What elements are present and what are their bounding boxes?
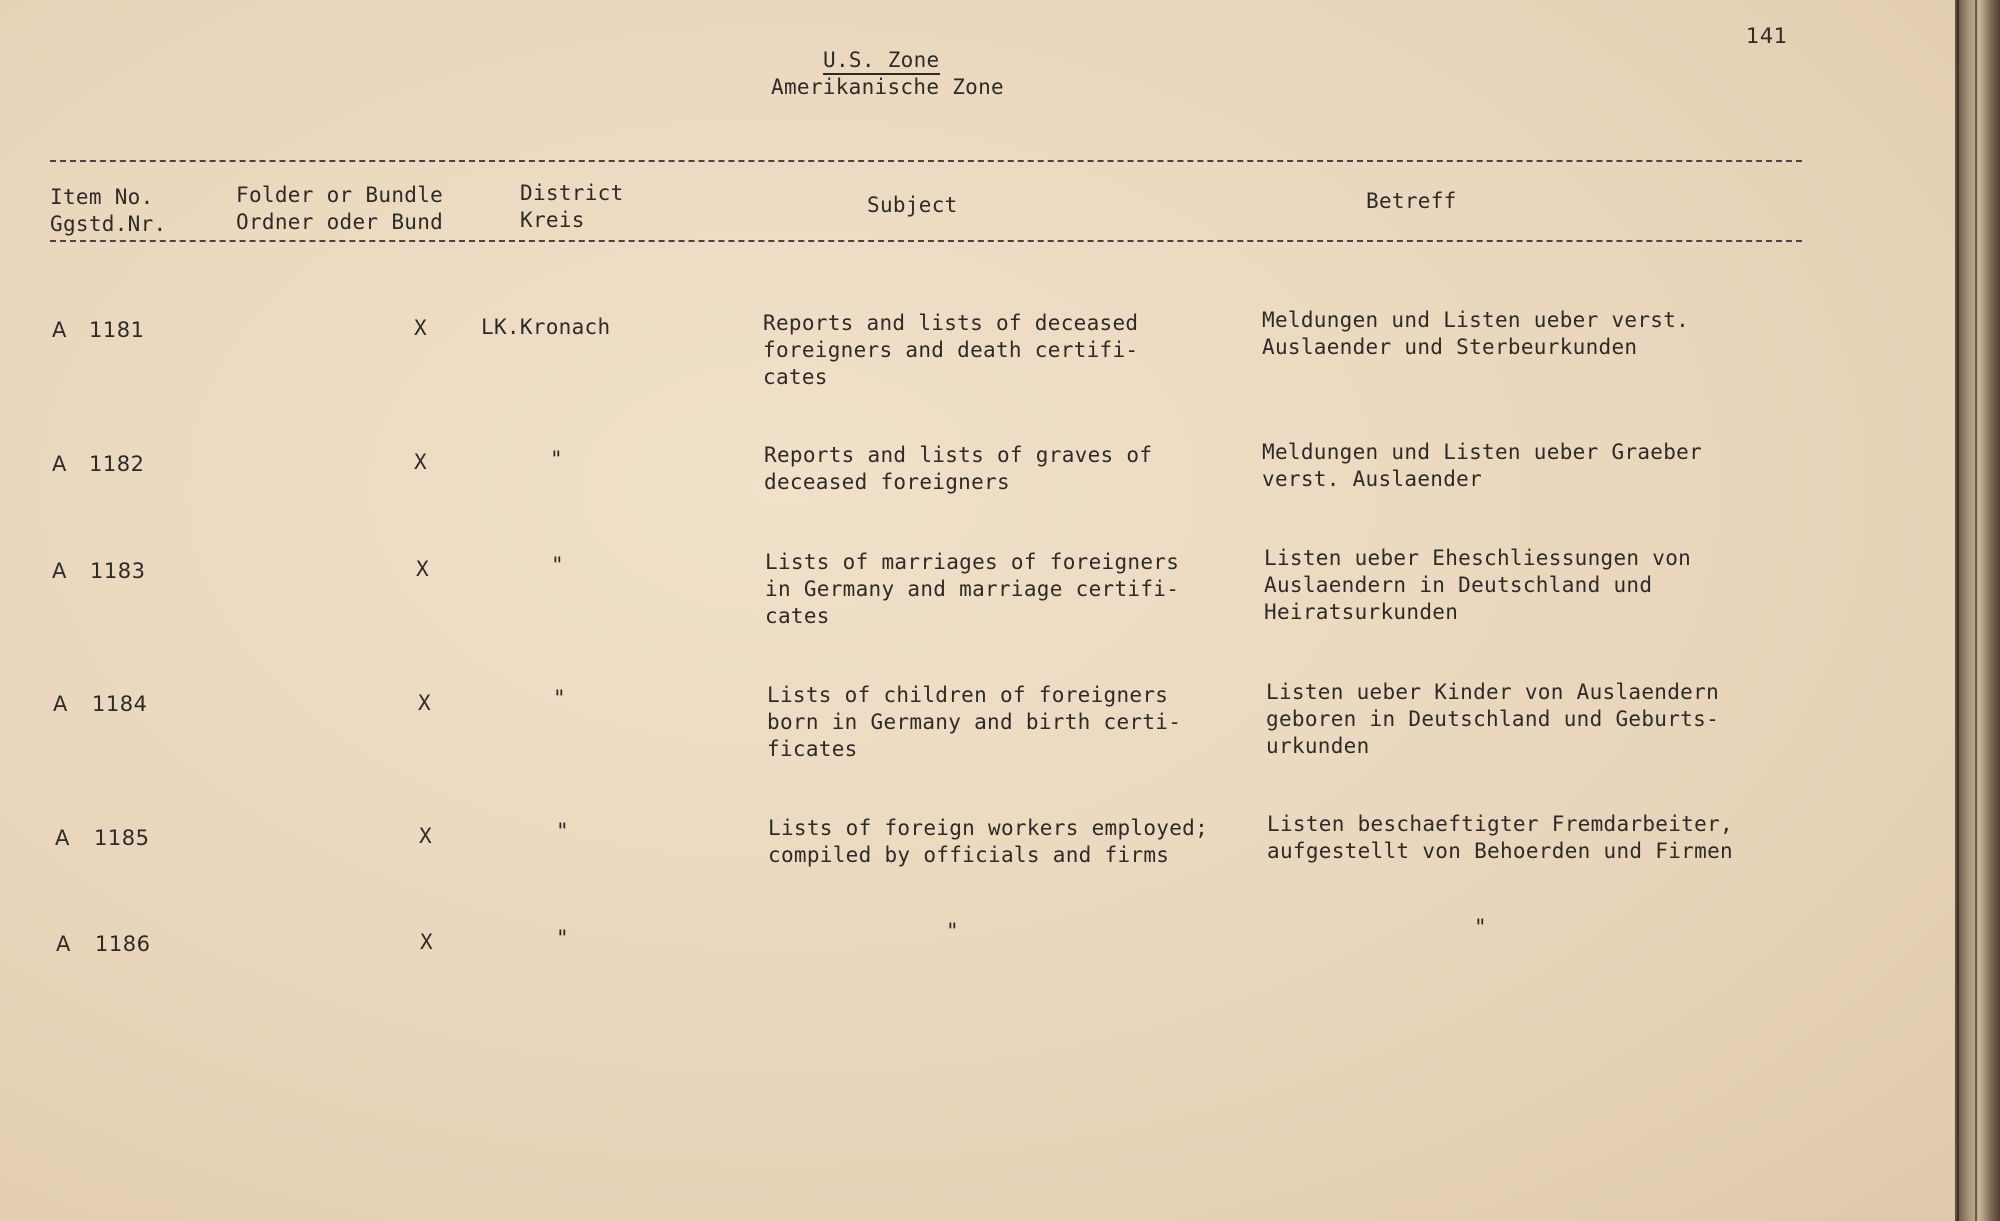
district: ": [556, 926, 569, 950]
item-number: 1183: [90, 559, 146, 583]
item-number: 1182: [89, 452, 145, 476]
betreff-text: Meldungen und Listen ueber verst. Auslaender und Sterbeurkunden: [1262, 308, 1690, 359]
item-number: 1185: [94, 826, 150, 850]
item-number: 1181: [89, 318, 145, 342]
folder-mark: X: [419, 824, 432, 848]
item-prefix: A: [55, 826, 70, 850]
district: ": [556, 819, 569, 843]
spine-edge: [1975, 0, 1977, 1221]
folder-mark: X: [416, 557, 429, 581]
district: ": [550, 447, 563, 471]
page-number: 141: [1746, 24, 1788, 48]
subject-text: Reports and lists of graves of deceased foreigners: [764, 443, 1153, 494]
header-subject: Subject: [867, 193, 958, 217]
item-prefix: A: [52, 318, 67, 342]
item-number: 1184: [92, 692, 148, 716]
folder-mark: X: [414, 450, 427, 474]
book-spine: [1955, 0, 2000, 1221]
zone-title: U.S. Zone: [823, 47, 940, 74]
item-prefix: A: [53, 692, 68, 716]
folder-mark: X: [420, 930, 433, 954]
item-number: 1186: [95, 932, 151, 956]
subject-text: Lists of marriages of foreigners in Germany and marriage certifi- cates: [765, 550, 1180, 628]
subject-text: Reports and lists of deceased foreigners and death certifi- cates: [763, 311, 1139, 389]
subject-text: Lists of children of foreigners born in Germany and birth certi- ficates: [767, 683, 1182, 761]
header-district: District Kreis: [520, 181, 624, 232]
item-prefix: A: [52, 452, 67, 476]
district: ": [551, 553, 564, 577]
item-prefix: A: [56, 932, 71, 956]
betreff-text: Meldungen und Listen ueber Graeber verst. Auslaender: [1262, 440, 1703, 491]
folder-mark: X: [418, 691, 431, 715]
betreff-text: ": [1474, 915, 1487, 939]
district: LK.Kronach: [481, 315, 611, 339]
spine-edge: [1957, 0, 1959, 1221]
betreff-text: Listen beschaeftigter Fremdarbeiter, aufgestellt von Behoerden und Firmen: [1267, 812, 1733, 863]
district: ": [553, 686, 566, 710]
header-folder: Folder or Bundle Ordner oder Bund: [236, 183, 444, 234]
header-rule-bottom: [50, 240, 1802, 242]
folder-mark: X: [414, 316, 427, 340]
betreff-text: Listen ueber Eheschliessungen von Auslaendern in Deutschland und Heiratsurkunden: [1264, 546, 1692, 624]
header-item: Item No. Ggstd.Nr.: [50, 185, 167, 236]
item-prefix: A: [52, 559, 67, 583]
header-betreff: Betreff: [1366, 189, 1457, 213]
betreff-text: Listen ueber Kinder von Auslaendern geboren in Deutschland und Geburts- urkunden: [1266, 680, 1720, 758]
subject-text: ": [946, 919, 959, 943]
zone-subtitle: Amerikanische Zone: [771, 75, 1004, 99]
subject-text: Lists of foreign workers employed; compiled by officials and firms: [768, 816, 1209, 867]
header-rule-top: [50, 160, 1802, 162]
